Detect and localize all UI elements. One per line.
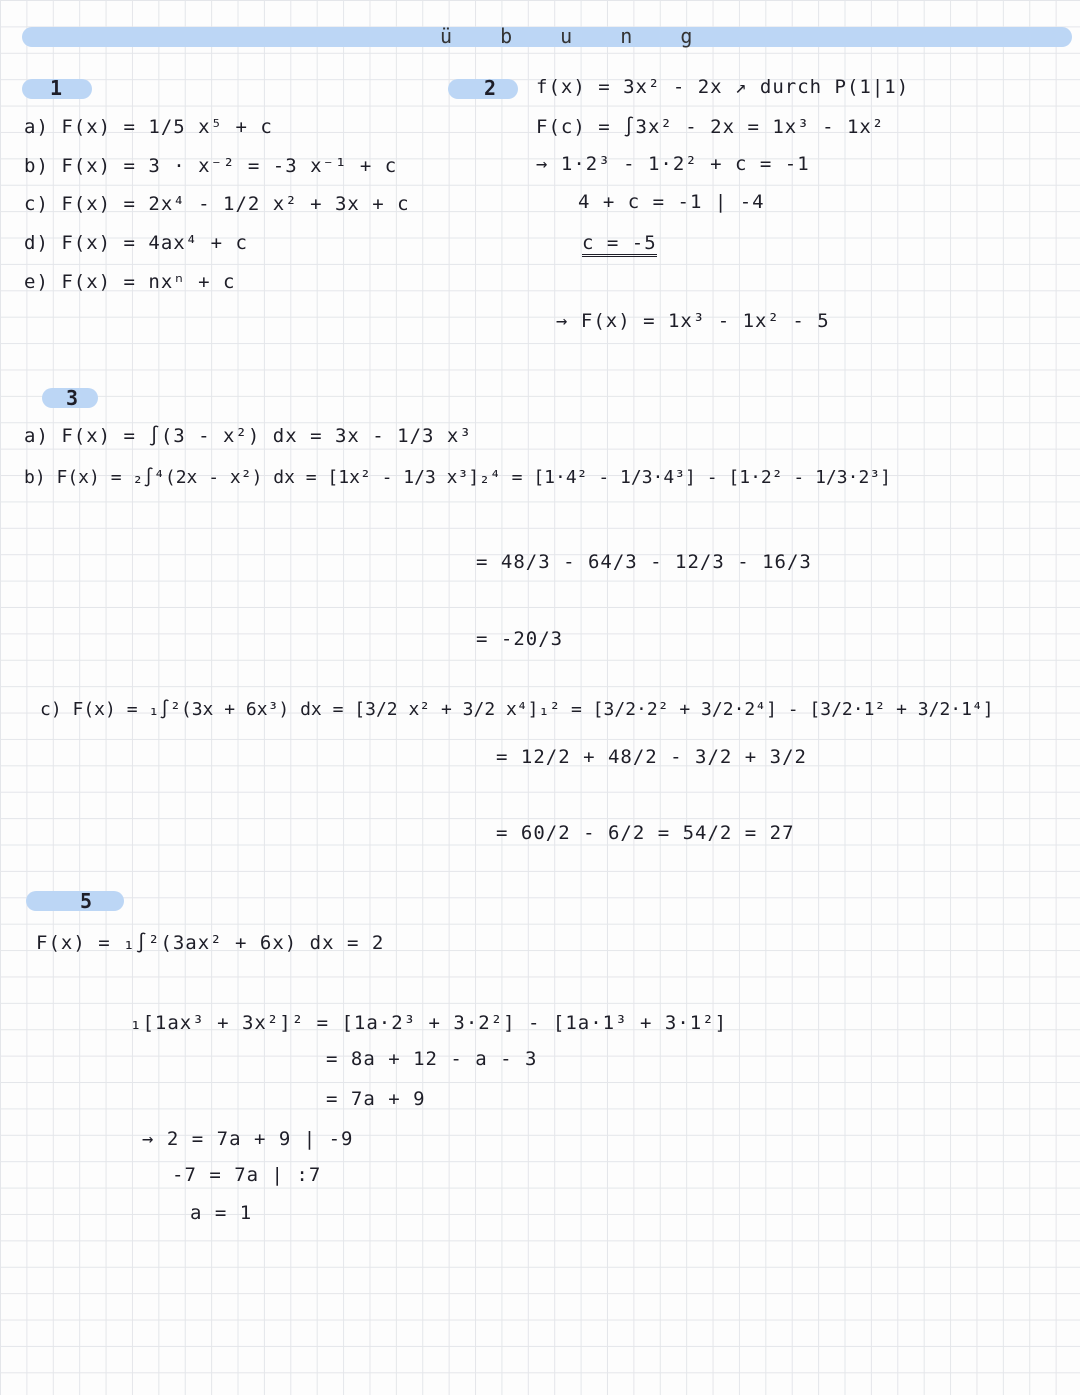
ex2-number: 2 bbox=[484, 76, 497, 100]
ex3-line-c3: = 60/2 - 6/2 = 54/2 = 27 bbox=[496, 822, 795, 844]
ex3-line-b: b) F(x) = ₂∫⁴(2x - x²) dx = [1x² - 1/3 x³]₂⁴ = [1·4² - 1/3·4³] - [1·2² - 1/3·2³] bbox=[24, 467, 891, 488]
ex3-line-b3: = -20/3 bbox=[476, 628, 564, 650]
ex2-line-5: c = -5 bbox=[582, 232, 657, 257]
ex5-number-highlight bbox=[26, 891, 124, 911]
ex1-line-b: b) F(x) = 3 · x⁻² = -3 x⁻¹ + c bbox=[24, 155, 398, 177]
ex2-number-highlight bbox=[448, 79, 518, 99]
ex1-line-a: a) F(x) = 1/5 x⁵ + c bbox=[24, 116, 273, 138]
ex1-line-e: e) F(x) = nxⁿ + c bbox=[24, 271, 236, 293]
ex3-line-b2: = 48/3 - 64/3 - 12/3 - 16/3 bbox=[476, 551, 812, 573]
ex5-line-6: -7 = 7a | :7 bbox=[172, 1164, 322, 1186]
ex2-line-2: F(c) = ∫3x² - 2x = 1x³ - 1x² bbox=[536, 116, 885, 138]
ex2-line-6: → F(x) = 1x³ - 1x² - 5 bbox=[556, 310, 830, 332]
ex1-number: 1 bbox=[50, 76, 63, 100]
ex5-line-5: → 2 = 7a + 9 | -9 bbox=[142, 1128, 354, 1150]
ex5-line-2: ₁[1ax³ + 3x²]² = [1a·2³ + 3·2²] - [1a·1³ + 3·1²] bbox=[130, 1012, 728, 1034]
ex1-line-d: d) F(x) = 4ax⁴ + c bbox=[24, 232, 248, 254]
ex5-line-1: F(x) = ₁∫²(3ax² + 6x) dx = 2 bbox=[36, 932, 385, 954]
ex3-number: 3 bbox=[66, 386, 79, 410]
ex2-line-3: → 1·2³ - 1·2² + c = -1 bbox=[536, 153, 810, 175]
ex5-line-3: = 8a + 12 - a - 3 bbox=[326, 1048, 538, 1070]
ex3-line-a: a) F(x) = ∫(3 - x²) dx = 3x - 1/3 x³ bbox=[24, 425, 472, 447]
ex5-number: 5 bbox=[80, 889, 93, 913]
ex2-line-4: 4 + c = -1 | -4 bbox=[578, 191, 765, 213]
ex1-line-c: c) F(x) = 2x⁴ - 1/2 x² + 3x + c bbox=[24, 193, 410, 215]
ex2-line-1: f(x) = 3x² - 2x ↗ durch P(1|1) bbox=[536, 76, 910, 98]
ex3-line-c: c) F(x) = ₁∫²(3x + 6x³) dx = [3/2 x² + 3/2 x⁴]₁² = [3/2·2² + 3/2·2⁴] - [3/2·1² + 3/2·1⁴] bbox=[40, 699, 994, 720]
page-title: ü b u n g bbox=[440, 24, 711, 48]
ex5-line-7: a = 1 bbox=[190, 1202, 253, 1224]
ex3-line-c2: = 12/2 + 48/2 - 3/2 + 3/2 bbox=[496, 746, 807, 768]
ex5-line-4: = 7a + 9 bbox=[326, 1088, 426, 1110]
